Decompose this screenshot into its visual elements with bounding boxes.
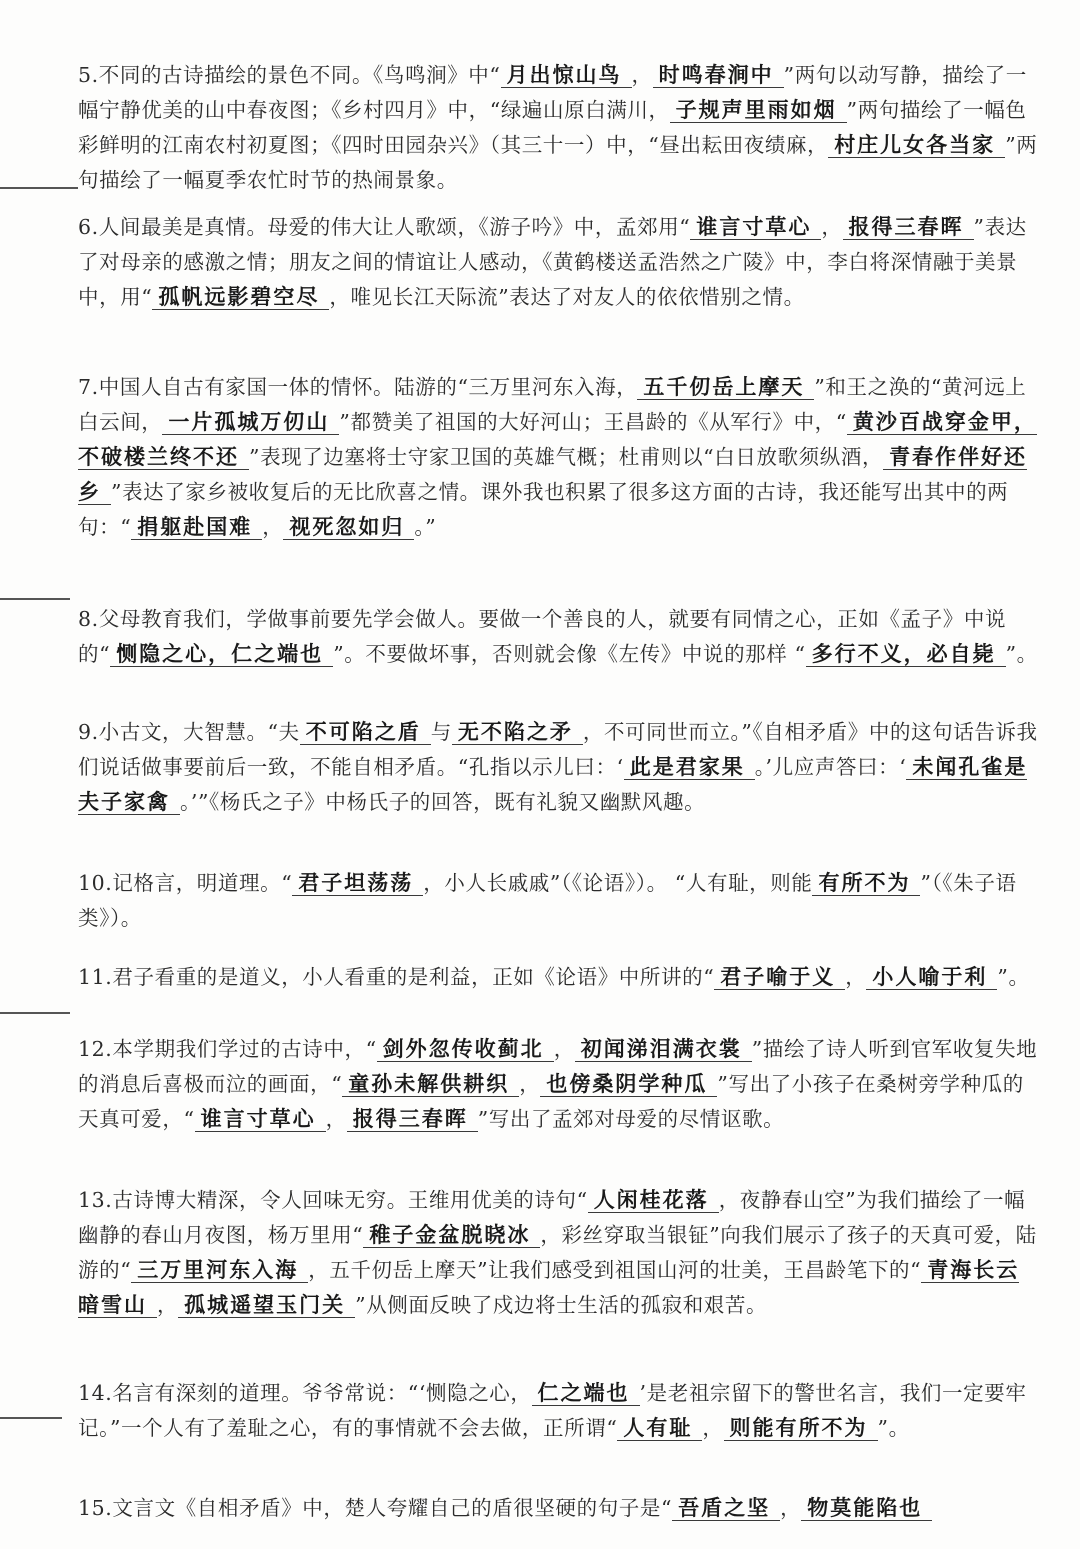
answer-blank: 谁言寸草心 [690, 215, 821, 240]
question-text: ”两句描绘了一幅夏季农忙时节的热闹景象。 [78, 133, 1038, 192]
answer-blank: 剑外忽传收蓟北 [377, 1037, 554, 1062]
question-text: ， [519, 1072, 541, 1096]
question-10 [78, 866, 1038, 936]
answer-blank: 小人喻于利 [866, 965, 997, 990]
question-text: ”写出了孟郊对母爱的尽情讴歌。 [477, 1107, 785, 1131]
question-text: ”。 [1005, 642, 1038, 666]
answer-blank: 有所不为 [812, 871, 920, 896]
question-text: ，彩丝穿取当银钲”向我们展示了孩子的天真可爱，陆游的“ [78, 1223, 1037, 1282]
question-text: 6.人间最美是真情。母爱的伟大让人歌颂，《游子吟》中，孟郊用“ [78, 215, 691, 239]
question-text: ”都赞美了祖国的大好河山；王昌龄的《从军行》中，“ [339, 410, 847, 434]
answer-blank: 黄沙百战穿金甲，不破楼兰终不还 [78, 410, 1037, 469]
answer-blank: 也傍桑阴学种瓜 [540, 1072, 717, 1097]
question-11 [78, 960, 1038, 995]
question-text: ”。 [877, 1416, 910, 1440]
margin-mark [0, 1012, 70, 1014]
question-text: ”表现了边塞将士守家卫国的英雄气概；杜甫则以“白日放歌须纵酒， [249, 445, 884, 469]
question-14 [78, 1376, 1038, 1446]
question-text: ，五千仞岳上摩天”让我们感受到祖国山河的壮美，王昌龄笔下的“ [308, 1258, 922, 1282]
question-text: ，小人长戚戚”（《论语》）。 “人有耻，则能 [423, 871, 813, 895]
answer-blank: 则能有所不为 [724, 1416, 878, 1441]
question-text: ”两句描绘了一幅色彩鲜明的江南农村初夏图；《四时田园杂兴》（其三十一）中，“昼出耘田夜绩麻， [78, 98, 1027, 157]
answer-blank: 青春作伴好还乡 [78, 445, 1028, 504]
question-text: ，唯见长江天际流”表达了对友人的依依惜别之情。 [329, 285, 805, 309]
question-text: ”描绘了诗人听到官军收复失地的消息后喜极而泣的画面，“ [78, 1037, 1038, 1096]
question-text: ， [553, 1037, 575, 1061]
question-text: 。’儿应声答曰：‘ [754, 755, 907, 779]
question-text: ”。 [997, 965, 1030, 989]
question-7 [78, 370, 1038, 545]
question-text: ， [631, 63, 653, 87]
answer-blank: 子规声里雨如烟 [670, 98, 847, 123]
answer-blank: 人有耻 [617, 1416, 702, 1441]
question-9 [78, 715, 1038, 820]
question-text: 9.小古文，大智慧。“夫 [78, 720, 300, 744]
margin-mark [0, 1417, 62, 1419]
answer-blank: 未闻孔雀是夫子家禽 [78, 755, 1028, 814]
question-text: ， [780, 1496, 802, 1520]
answer-blank: 童孙未解供耕织 [342, 1072, 519, 1097]
question-5 [78, 58, 1038, 198]
question-text: ， [157, 1293, 179, 1317]
question-text: ， [262, 515, 284, 539]
answer-blank: 孤城遥望玉门关 [178, 1293, 355, 1318]
question-text: ”表达了家乡被收复后的无比欣喜之情。课外我也积累了很多这方面的古诗，我还能写出其中的两句：“ [78, 480, 1009, 539]
question-text: 5.不同的古诗描绘的景色不同。《鸟鸣涧》中“ [78, 63, 501, 87]
answer-blank: 三万里河东入海 [131, 1258, 308, 1283]
question-text: ”（《朱子语类》）。 [78, 871, 1017, 930]
answer-blank: 青海长云暗雪山 [78, 1258, 1020, 1317]
question-text: ”从侧面反映了戍边将士生活的孤寂和艰苦。 [355, 1293, 768, 1317]
answer-blank: 人闲桂花落 [588, 1188, 719, 1213]
answer-blank: 视死忽如归 [283, 515, 414, 540]
margin-mark [0, 598, 70, 600]
question-8 [78, 602, 1038, 672]
question-12 [78, 1032, 1038, 1137]
answer-blank: 稚子金盆脱晓冰 [363, 1223, 540, 1248]
question-text: 与 [430, 720, 452, 744]
answer-blank: 村庄儿女各当家 [828, 133, 1005, 158]
question-text: ， [325, 1107, 347, 1131]
answer-blank: 恻隐之心，仁之端也 [110, 642, 333, 667]
answer-blank: 多行不义，必自毙 [806, 642, 1006, 667]
answer-blank: 捐躯赴国难 [131, 515, 262, 540]
question-text: 13.古诗博大精深，令人回味无穷。王维用优美的诗句“ [78, 1188, 588, 1212]
question-text: 。” [414, 515, 437, 539]
question-text: 15.文言文《自相矛盾》中，楚人夸耀自己的盾很坚硬的句子是“ [78, 1496, 673, 1520]
answer-blank: 五千仞岳上摩天 [637, 375, 814, 400]
answer-blank: 报得三春晖 [843, 215, 974, 240]
answer-blank: 报得三春晖 [347, 1107, 478, 1132]
question-text: ， [702, 1416, 724, 1440]
answer-blank: 月出惊山鸟 [501, 63, 632, 88]
question-6 [78, 210, 1038, 315]
answer-blank: 此是君家果 [624, 755, 755, 780]
question-text: ”表达了对母亲的感激之情；朋友之间的情谊让人感动，《黄鹤楼送孟浩然之广陵》中，李白将深情融于美景中，用“ [78, 215, 1027, 309]
question-text: ”和王之涣的“黄河远上白云间， [78, 375, 1027, 434]
answer-blank: 仁之端也 [532, 1381, 640, 1406]
answer-blank: 君子喻于义 [714, 965, 845, 990]
question-text: 11.君子看重的是道义，小人看重的是利益，正如《论语》中所讲的“ [78, 965, 715, 989]
answer-blank: 孤帆远影碧空尽 [152, 285, 329, 310]
answer-blank: 时鸣春涧中 [653, 63, 784, 88]
question-text: 12.本学期我们学过的古诗中，“ [78, 1037, 377, 1061]
question-text: 14.名言有深刻的道理。爷爷常说：“‘恻隐之心， [78, 1381, 532, 1405]
question-text: ”。不要做坏事，否则就会像《左传》中说的那样 “ [333, 642, 806, 666]
answer-blank: 一片孤城万仞山 [162, 410, 339, 435]
question-text: ， [821, 215, 843, 239]
question-text: 7.中国人自古有家国一体的情怀。陆游的“三万里河东入海， [78, 375, 638, 399]
question-15 [78, 1491, 1038, 1526]
question-text: 8.父母教育我们，学做事前要先学会做人。要做一个善良的人，就要有同情之心，正如《孟子》中说的“ [78, 607, 1007, 666]
answer-blank: 无不陷之矛 [452, 720, 583, 745]
question-text: ，夜静春山空”为我们描绘了一幅幽静的春山月夜图，杨万里用“ [78, 1188, 1026, 1247]
question-text: 10.记格言，明道理。“ [78, 871, 293, 895]
question-13 [78, 1183, 1038, 1323]
question-text: ”写出了小孩子在桑树旁学种瓜的天真可爱，“ [78, 1072, 1024, 1131]
question-text: 。’”《杨氏之子》中杨氏子的回答，既有礼貌又幽默风趣。 [180, 790, 706, 814]
answer-blank: 物莫能陷也 [801, 1496, 932, 1521]
answer-blank: 不可陷之盾 [300, 720, 431, 745]
margin-mark [0, 187, 78, 189]
question-text: ’是老祖宗留下的警世名言，我们一定要牢记。”一个人有了羞耻之心，有的事情就不会去做，正所谓“ [78, 1381, 1027, 1440]
question-text: ， [845, 965, 867, 989]
answer-blank: 君子坦荡荡 [292, 871, 423, 896]
question-text: ”两句以动写静，描绘了一幅宁静优美的山中春夜图；《乡村四月》中，“绿遍山原白满川， [78, 63, 1027, 122]
answer-blank: 吾盾之坚 [672, 1496, 780, 1521]
question-text: ，不可同世而立。”《自相矛盾》中的这句话告诉我们说话做事要前后一致，不能自相矛盾。“孔指以示儿曰：‘ [78, 720, 1038, 779]
answer-blank: 初闻涕泪满衣裳 [575, 1037, 752, 1062]
answer-blank: 谁言寸草心 [195, 1107, 326, 1132]
